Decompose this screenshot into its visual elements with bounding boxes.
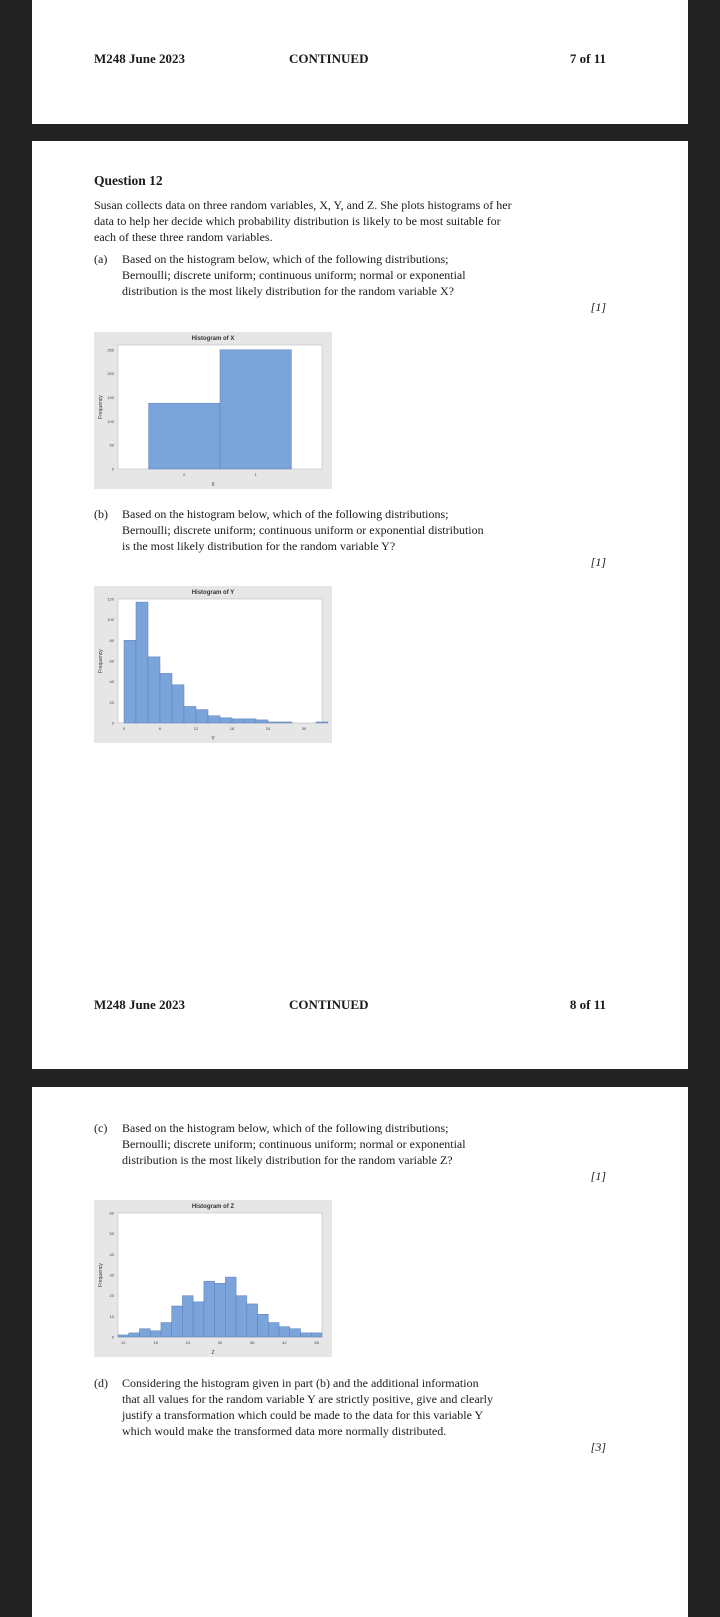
part-c-mark: [1]: [590, 1169, 606, 1183]
histogram-bar: [160, 673, 172, 723]
x-axis-label: X: [211, 482, 215, 488]
histogram-bar: [129, 1333, 140, 1337]
histogram-bar: [268, 722, 280, 723]
histogram-bar: [193, 1302, 204, 1337]
y-tick-label: 80: [109, 637, 114, 643]
x-axis-label: Z: [211, 1350, 215, 1356]
histogram-bar: [118, 1335, 129, 1337]
y-tick-label: 60: [109, 1210, 114, 1216]
y-tick-label: 0: [111, 1334, 114, 1340]
y-tick-label: 60: [109, 658, 114, 664]
y-tick-label: 20: [109, 1293, 114, 1299]
histogram-bar: [172, 685, 184, 723]
y-tick-label: 40: [109, 1251, 114, 1257]
question-intro: Susan collects data on three random variables, X, Y, and Z. She plots histograms of her data to help her decide which probability distribution is likely to be most suitable for each of these three random variables.: [94, 198, 512, 244]
histogram-bar: [215, 1283, 226, 1337]
histogram-bar: [161, 1323, 172, 1337]
y-tick-label: 150: [107, 394, 114, 400]
y-tick-label: 200: [107, 371, 114, 377]
histogram-bar: [220, 718, 232, 723]
histogram-bar: [244, 719, 256, 723]
x-tick-label: 30: [301, 726, 307, 731]
header-course: M248 June 2023: [94, 997, 185, 1012]
y-tick-label: 50: [109, 442, 114, 448]
x-tick-label: 0: [122, 726, 126, 731]
histogram-bar: [139, 1329, 150, 1337]
x-tick-label: 18: [229, 726, 235, 731]
histogram-bar: [247, 1304, 258, 1337]
x-tick-label: 1: [254, 472, 257, 477]
histogram-bar: [196, 710, 208, 723]
part-b-text: Based on the histogram below, which of the following distributions; Bernoulli; discrete uniform; continuous uniform or exponential distribution is the most likely distribution for the random variable Y?: [122, 507, 484, 553]
part-d-text: Considering the histogram given in part (b) and the additional information that all values for the random variable Y are strictly positive, give and clearly justify a transformation which could be made to the data for this variable Y which would make the transformed data more normally distributed.: [122, 1376, 493, 1438]
part-d-mark: [3]: [590, 1440, 606, 1454]
histogram-bar: [301, 1333, 312, 1337]
histogram-bar: [208, 716, 220, 723]
part-c-label: (c): [94, 1121, 108, 1135]
x-tick-label: 48: [314, 1340, 319, 1345]
x-tick-label: 36: [249, 1340, 255, 1345]
histogram-bar: [258, 1314, 269, 1337]
histogram-y: [94, 586, 332, 743]
histogram-x: [94, 332, 332, 489]
page-8: [32, 141, 688, 1069]
histogram-bar: [290, 1329, 301, 1337]
x-axis-label: Y: [211, 736, 215, 742]
y-axis-label: Frequency: [98, 1263, 104, 1287]
histogram-bar: [204, 1281, 215, 1337]
histogram-bar: [311, 1333, 322, 1337]
part-a-text: Based on the histogram below, which of the following distributions; Bernoulli; discrete uniform; continuous uniform; normal or exponential distribution is the most likely distribution for the random variable X?: [122, 252, 466, 298]
histogram-bar: [256, 720, 268, 723]
histogram-bar: [279, 1327, 290, 1337]
x-tick-label: 18: [153, 1340, 158, 1345]
part-a: [94, 251, 606, 317]
histogram-bar: [149, 403, 220, 469]
part-a-mark: [1]: [590, 300, 606, 314]
chart-title: Histogram of Z: [191, 1204, 235, 1210]
y-tick-label: 250: [107, 347, 114, 353]
y-tick-label: 30: [109, 1272, 114, 1278]
y-tick-label: 10: [109, 1313, 114, 1319]
histogram-bar: [124, 640, 136, 723]
part-a-label: (a): [94, 252, 108, 266]
histogram-bar: [236, 1296, 247, 1337]
part-b: [94, 506, 606, 572]
x-tick-label: 12: [121, 1340, 126, 1345]
part-b-label: (b): [94, 507, 108, 521]
question-title: Question 12: [94, 173, 163, 188]
x-tick-label: 12: [193, 726, 199, 731]
header-page-number: 8 of 11: [569, 997, 606, 1012]
histogram-z: [94, 1200, 332, 1357]
y-axis-label: Frequency: [98, 395, 104, 419]
histogram-bar: [232, 719, 244, 723]
page-7-footer-area: [32, 0, 688, 124]
histogram-bar: [316, 722, 328, 723]
part-d: [94, 1375, 606, 1457]
y-tick-label: 40: [109, 679, 114, 685]
histogram-bar: [280, 722, 292, 723]
histogram-bar: [220, 350, 291, 469]
x-tick-label: 0: [183, 472, 186, 477]
part-c: [94, 1120, 606, 1186]
y-tick-label: 50: [109, 1231, 114, 1237]
header-course: M248 June 2023: [94, 51, 185, 66]
y-tick-label: 20: [109, 699, 114, 705]
x-tick-label: 24: [265, 726, 271, 731]
y-tick-label: 100: [107, 418, 114, 424]
histogram-bar: [150, 1331, 161, 1337]
y-tick-label: 120: [107, 596, 114, 602]
x-tick-label: 30: [217, 1340, 223, 1345]
header-continued: CONTINUED: [289, 997, 369, 1012]
header-page-number: 7 of 11: [569, 51, 606, 66]
part-b-mark: [1]: [590, 555, 606, 569]
chart-title: Histogram of Y: [191, 590, 235, 596]
y-tick-label: 0: [111, 466, 114, 472]
histogram-bar: [172, 1306, 183, 1337]
x-tick-label: 24: [185, 1340, 191, 1345]
part-d-label: (d): [94, 1376, 108, 1390]
histogram-bar: [148, 657, 160, 723]
y-tick-label: 0: [111, 720, 114, 726]
histogram-bar: [225, 1277, 236, 1337]
y-axis-label: Frequency: [98, 649, 104, 673]
part-c-text: Based on the histogram below, which of the following distributions; Bernoulli; discrete uniform; continuous uniform; normal or exponential distribution is the most likely distribution for the random variable Z?: [122, 1121, 466, 1167]
histogram-y-svg: [94, 586, 332, 743]
x-tick-label: 42: [282, 1340, 287, 1345]
histogram-x-svg: [94, 332, 332, 489]
histogram-bar: [268, 1323, 279, 1337]
y-tick-label: 100: [107, 617, 114, 623]
header-continued: CONTINUED: [289, 51, 369, 66]
histogram-bar: [136, 602, 148, 723]
chart-title: Histogram of X: [191, 336, 235, 342]
histogram-bar: [182, 1296, 193, 1337]
x-tick-label: 6: [158, 726, 162, 731]
page-9: [32, 1087, 688, 1617]
histogram-bar: [184, 706, 196, 723]
histogram-z-svg: [94, 1200, 332, 1357]
